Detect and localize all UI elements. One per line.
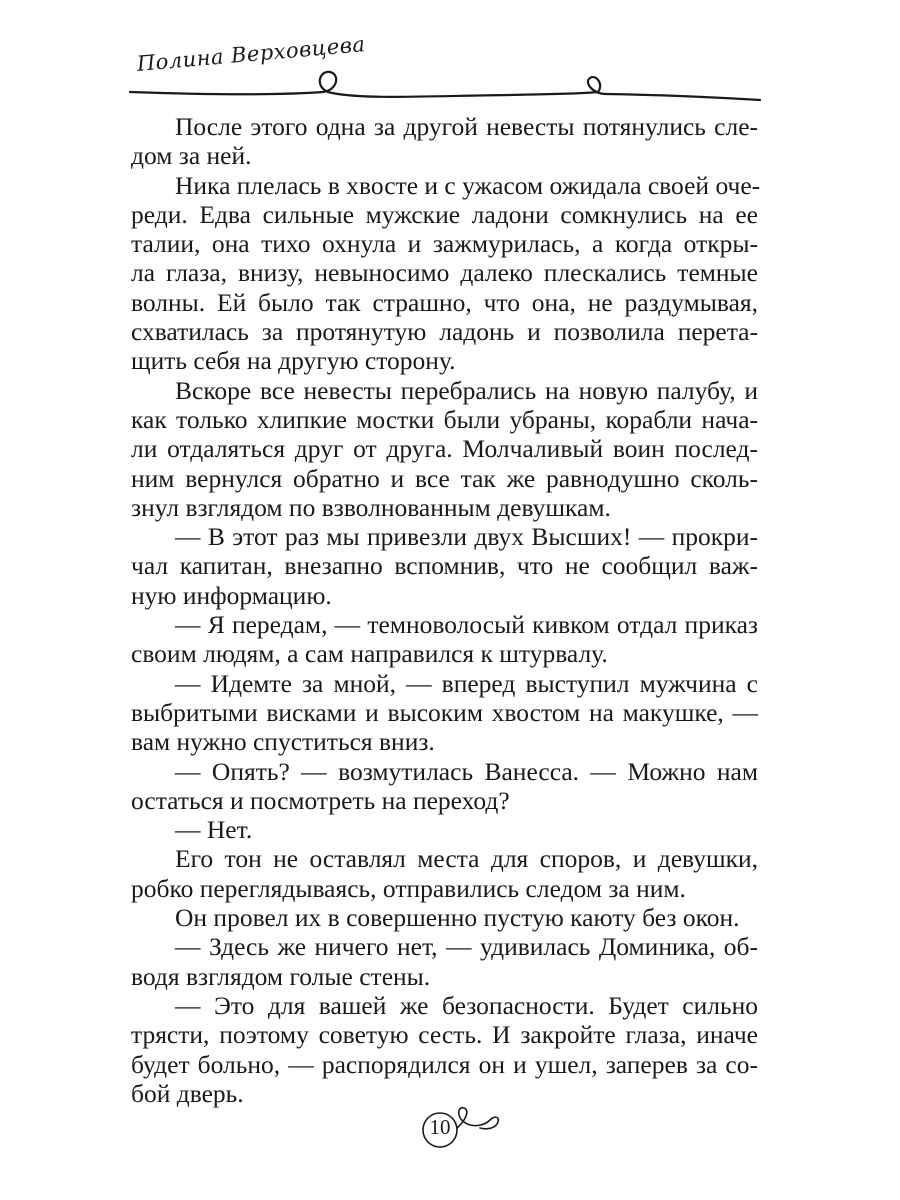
text-line: Ника плелась в хвосте и с ужасом ожидала своей оче-: [175, 170, 761, 200]
text-line: вам нужно спуститься вниз.: [131, 727, 435, 757]
page-number: 10: [429, 1115, 451, 1139]
text-line: выбритыми висками и высоким хвостом на макушке, —: [131, 697, 758, 727]
running-header-author: Полина Верховцева: [135, 32, 367, 76]
text-line: Вскоре все невесты перебрались на новую палубу, и: [175, 375, 758, 405]
text-line: схватилась за протянутую ладонь и позволила перета-: [131, 317, 758, 347]
text-line: Его тон не оставлял места для споров, и девушки,: [175, 844, 758, 874]
text-line: — Идемте за мной, — вперед выступил мужчина с: [175, 668, 758, 698]
text-line: — В этот раз мы привезли двух Высших! — прокри-: [175, 522, 758, 552]
text-line: — Я передам, — темноволосый кивком отдал приказ: [175, 610, 758, 640]
text-line: волны. Ей было так страшно, что она, не раздумывая,: [131, 287, 758, 317]
text-line: талии, она тихо охнула и зажмурилась, а когда откры-: [131, 229, 758, 259]
text-line: дом за ней.: [131, 141, 252, 171]
text-line: как только хлипкие мостки были убраны, корабли нача-: [131, 404, 758, 434]
text-line: ли отдаляться друг от друга. Молчаливый воин послед-: [131, 434, 758, 464]
text-line: — Опять? — возмутилась Ванесса. — Можно нам: [175, 756, 758, 786]
text-line: После этого одна за другой невесты потянулись сле-: [175, 112, 758, 141]
text-line: остаться и посмотреть на переход?: [131, 785, 510, 815]
text-line: ла глаза, внизу, невыносимо далеко плескались темные: [131, 258, 758, 288]
text-line: — Нет.: [175, 815, 253, 845]
text-line: ним вернулся обратно и все так же равнодушно сколь-: [131, 463, 758, 493]
header-swirl-ornament: [128, 64, 768, 114]
text-line: своим людям, а сам направился к штурвалу.: [131, 639, 608, 669]
text-line: щить себя на другую сторону.: [131, 346, 456, 376]
text-line: реди. Едва сильные мужские ладони сомкнулись на ее: [131, 199, 758, 229]
text-line: бой дверь.: [131, 1078, 244, 1108]
text-line: — Здесь же ничего нет, — удивилась Доминика, об-: [175, 932, 758, 962]
text-line: водя взглядом голые стены.: [131, 961, 431, 991]
text-line: робко переглядываясь, отправились следом за ним.: [131, 873, 686, 903]
text-line: ную информацию.: [131, 580, 332, 610]
text-line: — Это для вашей же безопасности. Будет сильно: [175, 990, 758, 1020]
text-line: будет больно, — распорядился он и ушел, заперев за со-: [131, 1049, 758, 1079]
text-line: Он провел их в совершенно пустую каюту без окон.: [175, 903, 740, 933]
text-line: чал капитан, внезапно вспомнив, что не сообщил важ-: [131, 551, 758, 581]
text-line: трясти, поэтому советую сесть. И закройте глаза, иначе: [131, 1020, 758, 1050]
page-body-text: [131, 112, 761, 1108]
text-line: знул взглядом по взволнованным девушкам.: [131, 492, 611, 522]
